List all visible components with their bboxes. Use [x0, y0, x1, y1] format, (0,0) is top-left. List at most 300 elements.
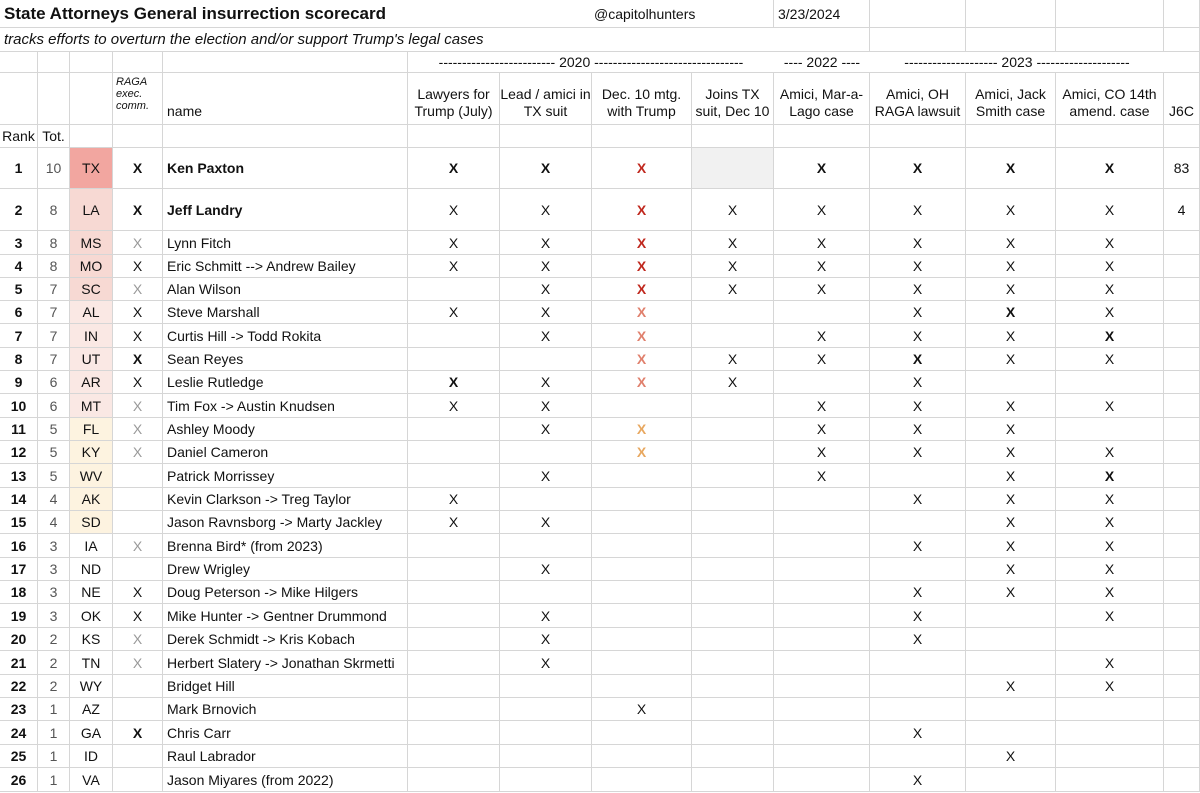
total-cell: 8 — [38, 231, 70, 255]
state-cell: MO — [70, 255, 113, 278]
empty-cell[interactable] — [38, 52, 70, 73]
mark-cell: X — [408, 371, 500, 394]
mark-cell — [500, 534, 592, 558]
name-cell: Daniel Cameron — [163, 441, 408, 464]
mark-cell: X — [500, 231, 592, 255]
mark-cell: X — [1056, 148, 1164, 189]
mark-cell: X — [966, 231, 1056, 255]
mark-cell: X — [592, 189, 692, 231]
raga-cell — [113, 745, 163, 768]
raga-cell: X — [113, 394, 163, 418]
mark-cell: X — [870, 418, 966, 441]
empty-cell[interactable] — [113, 125, 163, 148]
state-cell: WY — [70, 675, 113, 698]
empty-cell[interactable] — [38, 73, 70, 125]
mark-cell — [692, 464, 774, 488]
name-cell: Mark Brnovich — [163, 698, 408, 721]
mark-cell — [692, 651, 774, 675]
rank-cell: 21 — [0, 651, 38, 675]
year-group-2023: -------------------- 2023 -------------------- — [870, 52, 1164, 73]
j6c-cell: 83 — [1164, 148, 1200, 189]
mark-cell: X — [500, 604, 592, 628]
rank-cell: 8 — [0, 348, 38, 371]
mark-cell — [408, 628, 500, 651]
mark-cell — [692, 558, 774, 581]
name-cell: Ken Paxton — [163, 148, 408, 189]
rank-cell: 23 — [0, 698, 38, 721]
mark-cell: X — [774, 231, 870, 255]
empty-cell[interactable] — [592, 125, 692, 148]
rank-cell: 26 — [0, 768, 38, 792]
state-cell: MS — [70, 231, 113, 255]
mark-cell: X — [1056, 604, 1164, 628]
name-cell: Sean Reyes — [163, 348, 408, 371]
rank-cell: 17 — [0, 558, 38, 581]
mark-cell: X — [500, 301, 592, 324]
mark-cell: X — [870, 189, 966, 231]
column-header: J6C — [1164, 73, 1200, 125]
raga-cell: X — [113, 148, 163, 189]
j6c-cell — [1164, 534, 1200, 558]
mark-cell: X — [1056, 301, 1164, 324]
mark-cell: X — [1056, 675, 1164, 698]
empty-cell[interactable] — [1056, 0, 1164, 28]
mark-cell: X — [500, 189, 592, 231]
j6c-cell — [1164, 394, 1200, 418]
name-cell: Raul Labrador — [163, 745, 408, 768]
state-cell: SD — [70, 511, 113, 534]
mark-cell — [592, 534, 692, 558]
mark-cell — [500, 675, 592, 698]
mark-cell: X — [870, 255, 966, 278]
rank-cell: 3 — [0, 231, 38, 255]
raga-cell: X — [113, 534, 163, 558]
empty-cell[interactable] — [1164, 28, 1200, 52]
state-cell: KS — [70, 628, 113, 651]
raga-cell: X — [113, 721, 163, 745]
mark-cell: X — [870, 628, 966, 651]
mark-cell — [500, 581, 592, 604]
mark-cell: X — [1056, 511, 1164, 534]
mark-cell: X — [1056, 324, 1164, 348]
name-cell: Kevin Clarkson -> Treg Taylor — [163, 488, 408, 511]
mark-cell — [966, 651, 1056, 675]
total-cell: 6 — [38, 371, 70, 394]
j6c-cell — [1164, 278, 1200, 301]
total-cell: 7 — [38, 348, 70, 371]
raga-cell: X — [113, 628, 163, 651]
total-cell: 3 — [38, 534, 70, 558]
empty-cell[interactable] — [870, 0, 966, 28]
name-cell: Jeff Landry — [163, 189, 408, 231]
mark-cell: X — [870, 488, 966, 511]
raga-cell: X — [113, 189, 163, 231]
state-cell: VA — [70, 768, 113, 792]
mark-cell — [692, 441, 774, 464]
mark-cell — [500, 698, 592, 721]
mark-cell: X — [500, 148, 592, 189]
mark-cell — [774, 651, 870, 675]
mark-cell — [592, 511, 692, 534]
mark-cell: X — [870, 534, 966, 558]
empty-cell[interactable] — [966, 125, 1056, 148]
empty-cell[interactable] — [870, 28, 966, 52]
mark-cell: X — [500, 278, 592, 301]
name-cell: Derek Schmidt -> Kris Kobach — [163, 628, 408, 651]
date-cell: 3/23/2024 — [774, 0, 870, 28]
mark-cell: X — [1056, 394, 1164, 418]
total-cell: 4 — [38, 488, 70, 511]
total-cell: 7 — [38, 324, 70, 348]
mark-cell: X — [692, 371, 774, 394]
mark-cell — [408, 558, 500, 581]
total-cell: 1 — [38, 768, 70, 792]
empty-cell[interactable] — [163, 125, 408, 148]
mark-cell — [692, 148, 774, 189]
total-cell: 7 — [38, 301, 70, 324]
year-group-2022: ---- 2022 ---- — [774, 52, 870, 73]
mark-cell — [592, 604, 692, 628]
rank-cell: 1 — [0, 148, 38, 189]
name-cell: Brenna Bird* (from 2023) — [163, 534, 408, 558]
mark-cell: X — [1056, 488, 1164, 511]
mark-cell: X — [500, 464, 592, 488]
state-cell: UT — [70, 348, 113, 371]
mark-cell — [1056, 628, 1164, 651]
total-cell: 8 — [38, 189, 70, 231]
state-cell: OK — [70, 604, 113, 628]
j6c-cell — [1164, 464, 1200, 488]
name-cell: Bridget Hill — [163, 675, 408, 698]
mark-cell — [870, 651, 966, 675]
empty-cell[interactable] — [163, 52, 408, 73]
rank-cell: 20 — [0, 628, 38, 651]
rank-cell: 4 — [0, 255, 38, 278]
mark-cell: X — [408, 488, 500, 511]
state-cell: SC — [70, 278, 113, 301]
subtitle: tracks efforts to overturn the election and/or support Trump's legal cases — [0, 28, 774, 52]
mark-cell: X — [500, 628, 592, 651]
mark-cell — [408, 721, 500, 745]
total-cell: 4 — [38, 511, 70, 534]
mark-cell: X — [774, 255, 870, 278]
empty-cell[interactable] — [0, 73, 38, 125]
empty-cell[interactable] — [966, 0, 1056, 28]
mark-cell: X — [870, 301, 966, 324]
state-cell: IA — [70, 534, 113, 558]
mark-cell: X — [966, 464, 1056, 488]
mark-cell: X — [870, 324, 966, 348]
raga-cell — [113, 698, 163, 721]
empty-cell[interactable] — [70, 52, 113, 73]
j6c-cell — [1164, 675, 1200, 698]
column-header: Amici, CO 14th amend. case — [1056, 73, 1164, 125]
empty-cell[interactable] — [408, 125, 500, 148]
mark-cell: X — [774, 348, 870, 371]
mark-cell: X — [500, 418, 592, 441]
mark-cell: X — [774, 418, 870, 441]
j6c-cell — [1164, 255, 1200, 278]
j6c-cell — [1164, 301, 1200, 324]
mark-cell: X — [966, 348, 1056, 371]
mark-cell — [870, 511, 966, 534]
empty-cell[interactable] — [1164, 52, 1200, 73]
rank-cell: 10 — [0, 394, 38, 418]
mark-cell — [408, 534, 500, 558]
mark-cell: X — [966, 441, 1056, 464]
mark-cell — [1056, 768, 1164, 792]
rank-cell: 12 — [0, 441, 38, 464]
mark-cell — [966, 698, 1056, 721]
mark-cell: X — [500, 558, 592, 581]
name-cell: Drew Wrigley — [163, 558, 408, 581]
j6c-cell: 4 — [1164, 189, 1200, 231]
total-cell: 2 — [38, 675, 70, 698]
empty-cell[interactable] — [1056, 125, 1164, 148]
mark-cell: X — [592, 301, 692, 324]
name-cell: Chris Carr — [163, 721, 408, 745]
mark-cell — [408, 348, 500, 371]
j6c-cell — [1164, 604, 1200, 628]
total-cell: 7 — [38, 278, 70, 301]
mark-cell: X — [500, 511, 592, 534]
mark-cell — [774, 301, 870, 324]
mark-cell: X — [966, 745, 1056, 768]
mark-cell — [966, 721, 1056, 745]
name-cell: Mike Hunter -> Gentner Drummond — [163, 604, 408, 628]
mark-cell: X — [692, 231, 774, 255]
raga-cell: X — [113, 301, 163, 324]
rank-cell: 19 — [0, 604, 38, 628]
j6c-cell — [1164, 371, 1200, 394]
mark-cell: X — [966, 324, 1056, 348]
raga-cell — [113, 488, 163, 511]
empty-cell[interactable] — [113, 52, 163, 73]
mark-cell: X — [592, 418, 692, 441]
rank-cell: 13 — [0, 464, 38, 488]
mark-cell: X — [774, 324, 870, 348]
year-group-2020: ------------------------- 2020 -------------------------------- — [408, 52, 774, 73]
total-cell: 3 — [38, 581, 70, 604]
mark-cell: X — [500, 394, 592, 418]
handle-cell: @capitolhunters — [590, 0, 774, 28]
j6c-cell — [1164, 628, 1200, 651]
mark-cell — [408, 768, 500, 792]
mark-cell — [692, 675, 774, 698]
tot-header: Tot. — [38, 125, 70, 148]
j6c-cell — [1164, 581, 1200, 604]
j6c-cell — [1164, 441, 1200, 464]
mark-cell — [408, 278, 500, 301]
mark-cell — [408, 651, 500, 675]
empty-cell[interactable] — [70, 125, 113, 148]
mark-cell — [774, 698, 870, 721]
mark-cell — [1056, 745, 1164, 768]
mark-cell: X — [592, 324, 692, 348]
mark-cell — [774, 745, 870, 768]
mark-cell — [592, 675, 692, 698]
mark-cell — [870, 675, 966, 698]
total-cell: 6 — [38, 394, 70, 418]
mark-cell — [1056, 721, 1164, 745]
total-cell: 2 — [38, 651, 70, 675]
empty-cell[interactable] — [870, 125, 966, 148]
mark-cell: X — [966, 511, 1056, 534]
mark-cell — [592, 558, 692, 581]
mark-cell: X — [966, 301, 1056, 324]
empty-cell[interactable] — [692, 125, 774, 148]
mark-cell — [408, 418, 500, 441]
j6c-cell — [1164, 768, 1200, 792]
mark-cell — [774, 721, 870, 745]
mark-cell: X — [966, 255, 1056, 278]
mark-cell — [408, 745, 500, 768]
j6c-cell — [1164, 721, 1200, 745]
mark-cell: X — [1056, 464, 1164, 488]
mark-cell: X — [966, 278, 1056, 301]
empty-cell[interactable] — [1164, 125, 1200, 148]
name-cell: Alan Wilson — [163, 278, 408, 301]
rank-cell: 9 — [0, 371, 38, 394]
name-cell: Curtis Hill -> Todd Rokita — [163, 324, 408, 348]
raga-cell: X — [113, 278, 163, 301]
j6c-cell — [1164, 745, 1200, 768]
total-cell: 5 — [38, 441, 70, 464]
total-cell: 8 — [38, 255, 70, 278]
mark-cell: X — [966, 488, 1056, 511]
column-header: Lead / amici in TX suit — [500, 73, 592, 125]
mark-cell — [692, 488, 774, 511]
mark-cell: X — [966, 558, 1056, 581]
empty-cell[interactable] — [774, 125, 870, 148]
mark-cell: X — [1056, 534, 1164, 558]
state-cell: IN — [70, 324, 113, 348]
state-cell: KY — [70, 441, 113, 464]
raga-cell — [113, 675, 163, 698]
mark-cell — [592, 745, 692, 768]
mark-cell: X — [408, 301, 500, 324]
empty-cell[interactable] — [500, 125, 592, 148]
mark-cell: X — [592, 371, 692, 394]
mark-cell: X — [1056, 278, 1164, 301]
mark-cell — [692, 301, 774, 324]
mark-cell: X — [870, 371, 966, 394]
mark-cell — [692, 721, 774, 745]
mark-cell: X — [774, 394, 870, 418]
rank-cell: 14 — [0, 488, 38, 511]
column-header: Dec. 10 mtg. with Trump — [592, 73, 692, 125]
mark-cell: X — [1056, 189, 1164, 231]
empty-cell[interactable] — [1164, 0, 1200, 28]
raga-cell — [113, 511, 163, 534]
state-cell: AK — [70, 488, 113, 511]
mark-cell: X — [592, 441, 692, 464]
mark-cell: X — [408, 148, 500, 189]
column-header: Amici, Jack Smith case — [966, 73, 1056, 125]
mark-cell: X — [592, 231, 692, 255]
state-cell: FL — [70, 418, 113, 441]
empty-cell[interactable] — [0, 52, 38, 73]
mark-cell: X — [966, 675, 1056, 698]
name-cell: Jason Ravnsborg -> Marty Jackley — [163, 511, 408, 534]
j6c-cell — [1164, 511, 1200, 534]
mark-cell — [408, 675, 500, 698]
mark-cell: X — [592, 255, 692, 278]
state-cell: AR — [70, 371, 113, 394]
rank-cell: 24 — [0, 721, 38, 745]
mark-cell — [966, 371, 1056, 394]
mark-cell — [592, 581, 692, 604]
name-cell: Lynn Fitch — [163, 231, 408, 255]
mark-cell — [774, 604, 870, 628]
state-cell: ID — [70, 745, 113, 768]
mark-cell — [774, 371, 870, 394]
mark-cell — [592, 651, 692, 675]
mark-cell — [500, 721, 592, 745]
raga-cell: X — [113, 371, 163, 394]
state-cell: LA — [70, 189, 113, 231]
mark-cell: X — [1056, 441, 1164, 464]
mark-cell: X — [408, 255, 500, 278]
raga-cell: X — [113, 441, 163, 464]
raga-cell: X — [113, 348, 163, 371]
mark-cell: X — [408, 231, 500, 255]
page-title: State Attorneys General insurrection scorecard — [0, 0, 590, 28]
raga-cell — [113, 558, 163, 581]
rank-cell: 15 — [0, 511, 38, 534]
mark-cell — [500, 745, 592, 768]
empty-cell[interactable] — [966, 28, 1056, 52]
name-cell: Ashley Moody — [163, 418, 408, 441]
mark-cell: X — [966, 394, 1056, 418]
mark-cell — [774, 488, 870, 511]
mark-cell — [692, 324, 774, 348]
rank-cell: 16 — [0, 534, 38, 558]
empty-cell[interactable] — [70, 73, 113, 125]
state-cell: ND — [70, 558, 113, 581]
empty-cell[interactable] — [1056, 28, 1164, 52]
mark-cell: X — [870, 348, 966, 371]
mark-cell: X — [692, 348, 774, 371]
mark-cell — [500, 441, 592, 464]
total-cell: 5 — [38, 464, 70, 488]
raga-cell — [113, 768, 163, 792]
mark-cell: X — [500, 651, 592, 675]
mark-cell: X — [870, 148, 966, 189]
mark-cell — [966, 628, 1056, 651]
rank-cell: 5 — [0, 278, 38, 301]
name-cell: Tim Fox -> Austin Knudsen — [163, 394, 408, 418]
empty-cell[interactable] — [774, 28, 870, 52]
name-cell: Leslie Rutledge — [163, 371, 408, 394]
mark-cell: X — [408, 511, 500, 534]
mark-cell: X — [500, 255, 592, 278]
mark-cell — [870, 745, 966, 768]
total-cell: 1 — [38, 745, 70, 768]
mark-cell: X — [966, 534, 1056, 558]
column-header: Joins TX suit, Dec 10 — [692, 73, 774, 125]
mark-cell: X — [870, 441, 966, 464]
mark-cell: X — [692, 255, 774, 278]
rank-cell: 7 — [0, 324, 38, 348]
mark-cell — [774, 675, 870, 698]
state-cell: TN — [70, 651, 113, 675]
state-cell: AL — [70, 301, 113, 324]
mark-cell: X — [966, 418, 1056, 441]
mark-cell — [408, 324, 500, 348]
mark-cell — [408, 464, 500, 488]
mark-cell: X — [408, 189, 500, 231]
